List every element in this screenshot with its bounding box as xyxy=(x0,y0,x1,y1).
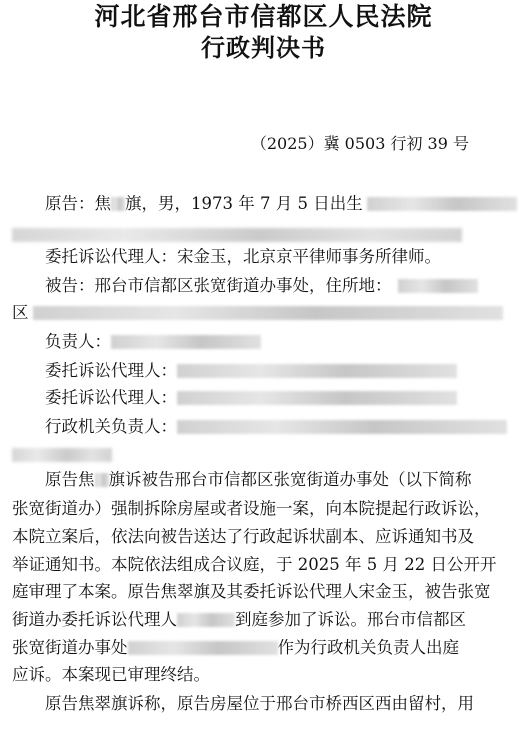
redaction xyxy=(177,364,457,378)
redaction xyxy=(111,197,125,211)
redaction xyxy=(111,335,261,349)
plaintiff-agent-line: 委托诉讼代理人：宋金玉，北京京平律师事务所律师。 xyxy=(45,247,441,266)
body-paragraph-line xyxy=(12,469,527,491)
admin-head-label: 行政机关负责人： xyxy=(45,417,177,436)
document-type: 行政判决书 xyxy=(201,33,326,62)
para1-text: 到庭参加了诉讼。邢台市信都区 xyxy=(235,610,466,629)
redaction xyxy=(177,391,457,405)
para1-text: 旗诉被告邢台市信都区张宽街道办事处（以下简称 xyxy=(108,470,472,489)
redaction xyxy=(12,228,462,242)
responsible-person-label: 负责人： xyxy=(45,332,111,351)
body-paragraph-line: 张宽街道办）强制拆除房屋或者设施一案，向本院提起行政诉讼， xyxy=(12,499,491,518)
redaction xyxy=(95,473,109,487)
admin-head-line xyxy=(12,416,527,438)
body-paragraph-line xyxy=(12,609,517,631)
defendant-address-prefix: 区 xyxy=(12,303,29,322)
case-number: （2025）冀 0503 行初 39 号 xyxy=(250,134,469,153)
body-paragraph-line: 原告焦翠旗诉称，原告房屋位于邢台市桥西区西由留村，用 xyxy=(45,694,474,713)
body-paragraph-line: 应诉。本案现已审理终结。 xyxy=(12,665,210,684)
court-name: 河北省邢台市信都区人民法院 xyxy=(94,2,433,31)
redaction xyxy=(128,641,278,655)
defendant-agent-line xyxy=(12,387,527,409)
defendant-agent-label: 委托诉讼代理人： xyxy=(45,361,177,380)
defendant-agent-line xyxy=(12,360,527,382)
redaction xyxy=(33,306,503,320)
body-paragraph-line: 举证通知书。本院依法组成合议庭，于 2025 年 5 月 22 日公开开 xyxy=(12,555,497,574)
plaintiff-prefix: 原告：焦 xyxy=(45,194,111,213)
redaction xyxy=(177,420,507,434)
body-paragraph-line xyxy=(12,637,517,659)
body-paragraph-line: 本院立案后，依法向被告送达了行政起诉状副本、应诉通知书及 xyxy=(12,527,474,546)
redaction xyxy=(177,613,235,627)
para1-text: 张宽街道办事处 xyxy=(12,638,128,657)
para1-prefix: 原告焦 xyxy=(45,470,95,489)
redaction xyxy=(367,197,517,211)
plaintiff-line xyxy=(12,193,527,215)
responsible-person-line xyxy=(12,331,527,353)
defendant-info: 被告：邢台市信都区张宽街道办事处，住所地： xyxy=(45,276,392,295)
para1-text: 作为行政机关负责人出庭 xyxy=(277,638,459,657)
defendant-line xyxy=(12,275,527,297)
redaction xyxy=(12,448,112,462)
para1-text: 街道办委托诉讼代理人 xyxy=(12,610,177,629)
body-paragraph-line: 庭审理了本案。原告焦翠旗及其委托诉讼代理人宋金玉，被告张宽 xyxy=(12,582,491,601)
plaintiff-info: 旗，男，1973 年 7 月 5 日出生 xyxy=(125,194,363,213)
redaction xyxy=(398,279,478,293)
defendant-agent-label: 委托诉讼代理人： xyxy=(45,388,177,407)
defendant-address-line xyxy=(12,302,517,324)
